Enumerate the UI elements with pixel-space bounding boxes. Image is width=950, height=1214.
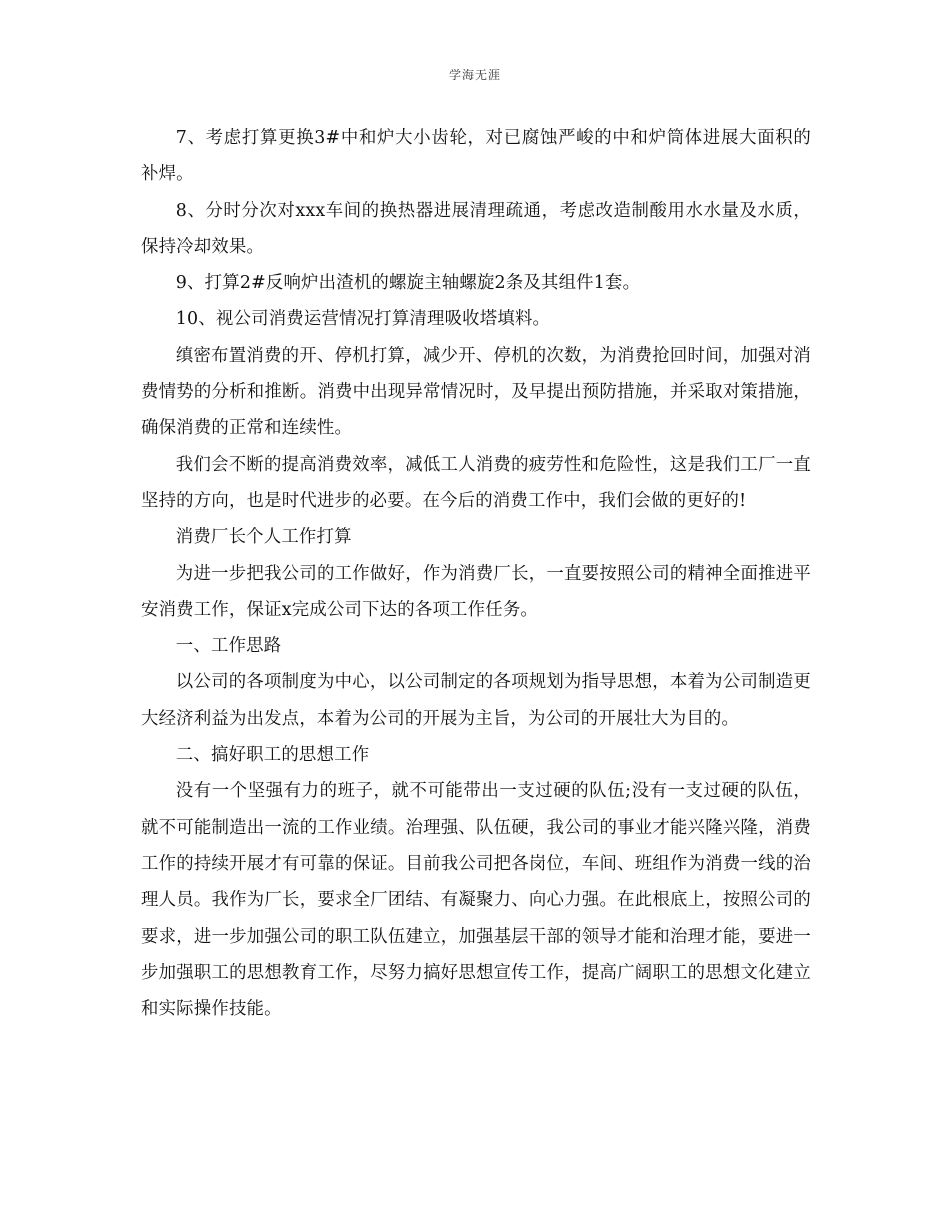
page-header: 学海无涯 (448, 68, 501, 82)
document-body (141, 120, 811, 1027)
heading-work-approach: 一、工作思路 (175, 636, 282, 657)
paragraph-work-approach: 以公司的各项制度为中心，以公司制定的各项规划为指导思想，本着为公司制造更大经济利益为出发点，本着为公司的开展为主旨，为公司的开展壮大为目的。 (141, 672, 811, 729)
paragraph-staff-work: 没有一个坚强有力的班子，就不可能带出一支过硬的队伍;没有一支过硬的队伍，就不可能制造出一流的工作业绩。治理强、队伍硬，我公司的事业才能兴隆兴隆，消费工作的持续开展才有可靠的保证。目前我公司把各岗位，车间、班组作为消费一线的治理人员。我作为厂长，要求全厂团结、有凝聚力、向心力强。在此根底上，按照公司的要求，进一步加强公司的职工队伍建立，加强基层干部的领导才能和治理才能，要进一步加强职工的思想教育工作，尽努力搞好思想宣传工作，提高广阔职工的思想文化建立和实际操作技能。 (141, 781, 811, 1020)
paragraph-item-7: 7、考虑打算更换3#中和炉大小齿轮，对已腐蚀严峻的中和炉筒体进展大面积的补焊。 (141, 128, 811, 185)
paragraph-efficiency: 我们会不断的提高消费效率，减低工人消费的疲劳性和危险性，这是我们工厂一直坚持的方向，也是时代进步的必要。在今后的消费工作中，我们会做的更好的! (141, 454, 811, 511)
paragraph-item-10: 10、视公司消费运营情况打算清理吸收塔填料。 (175, 309, 551, 330)
paragraph-item-8: 8、分时分次对xxx车间的换热器进展清理疏通，考虑改造制酸用水水量及水质，保持冷却效果。 (141, 200, 811, 257)
paragraph-item-9: 9、打算2#反响炉出渣机的螺旋主轴螺旋2条及其组件1套。 (175, 273, 641, 294)
section-title: 消费厂长个人工作打算 (175, 527, 352, 548)
paragraph-scheduling: 缜密布置消费的开、停机打算，减少开、停机的次数，为消费抢回时间，加强对消费情势的分析和推断。消费中出现异常情况时，及早提出预防措施，并采取对策措施，确保消费的正常和连续性。 (141, 345, 811, 439)
paragraph-intro: 为进一步把我公司的工作做好，作为消费厂长，一直要按照公司的精神全面推进平安消费工作，保证x完成公司下达的各项工作任务。 (141, 563, 811, 620)
heading-staff-work: 二、搞好职工的思想工作 (175, 745, 370, 766)
